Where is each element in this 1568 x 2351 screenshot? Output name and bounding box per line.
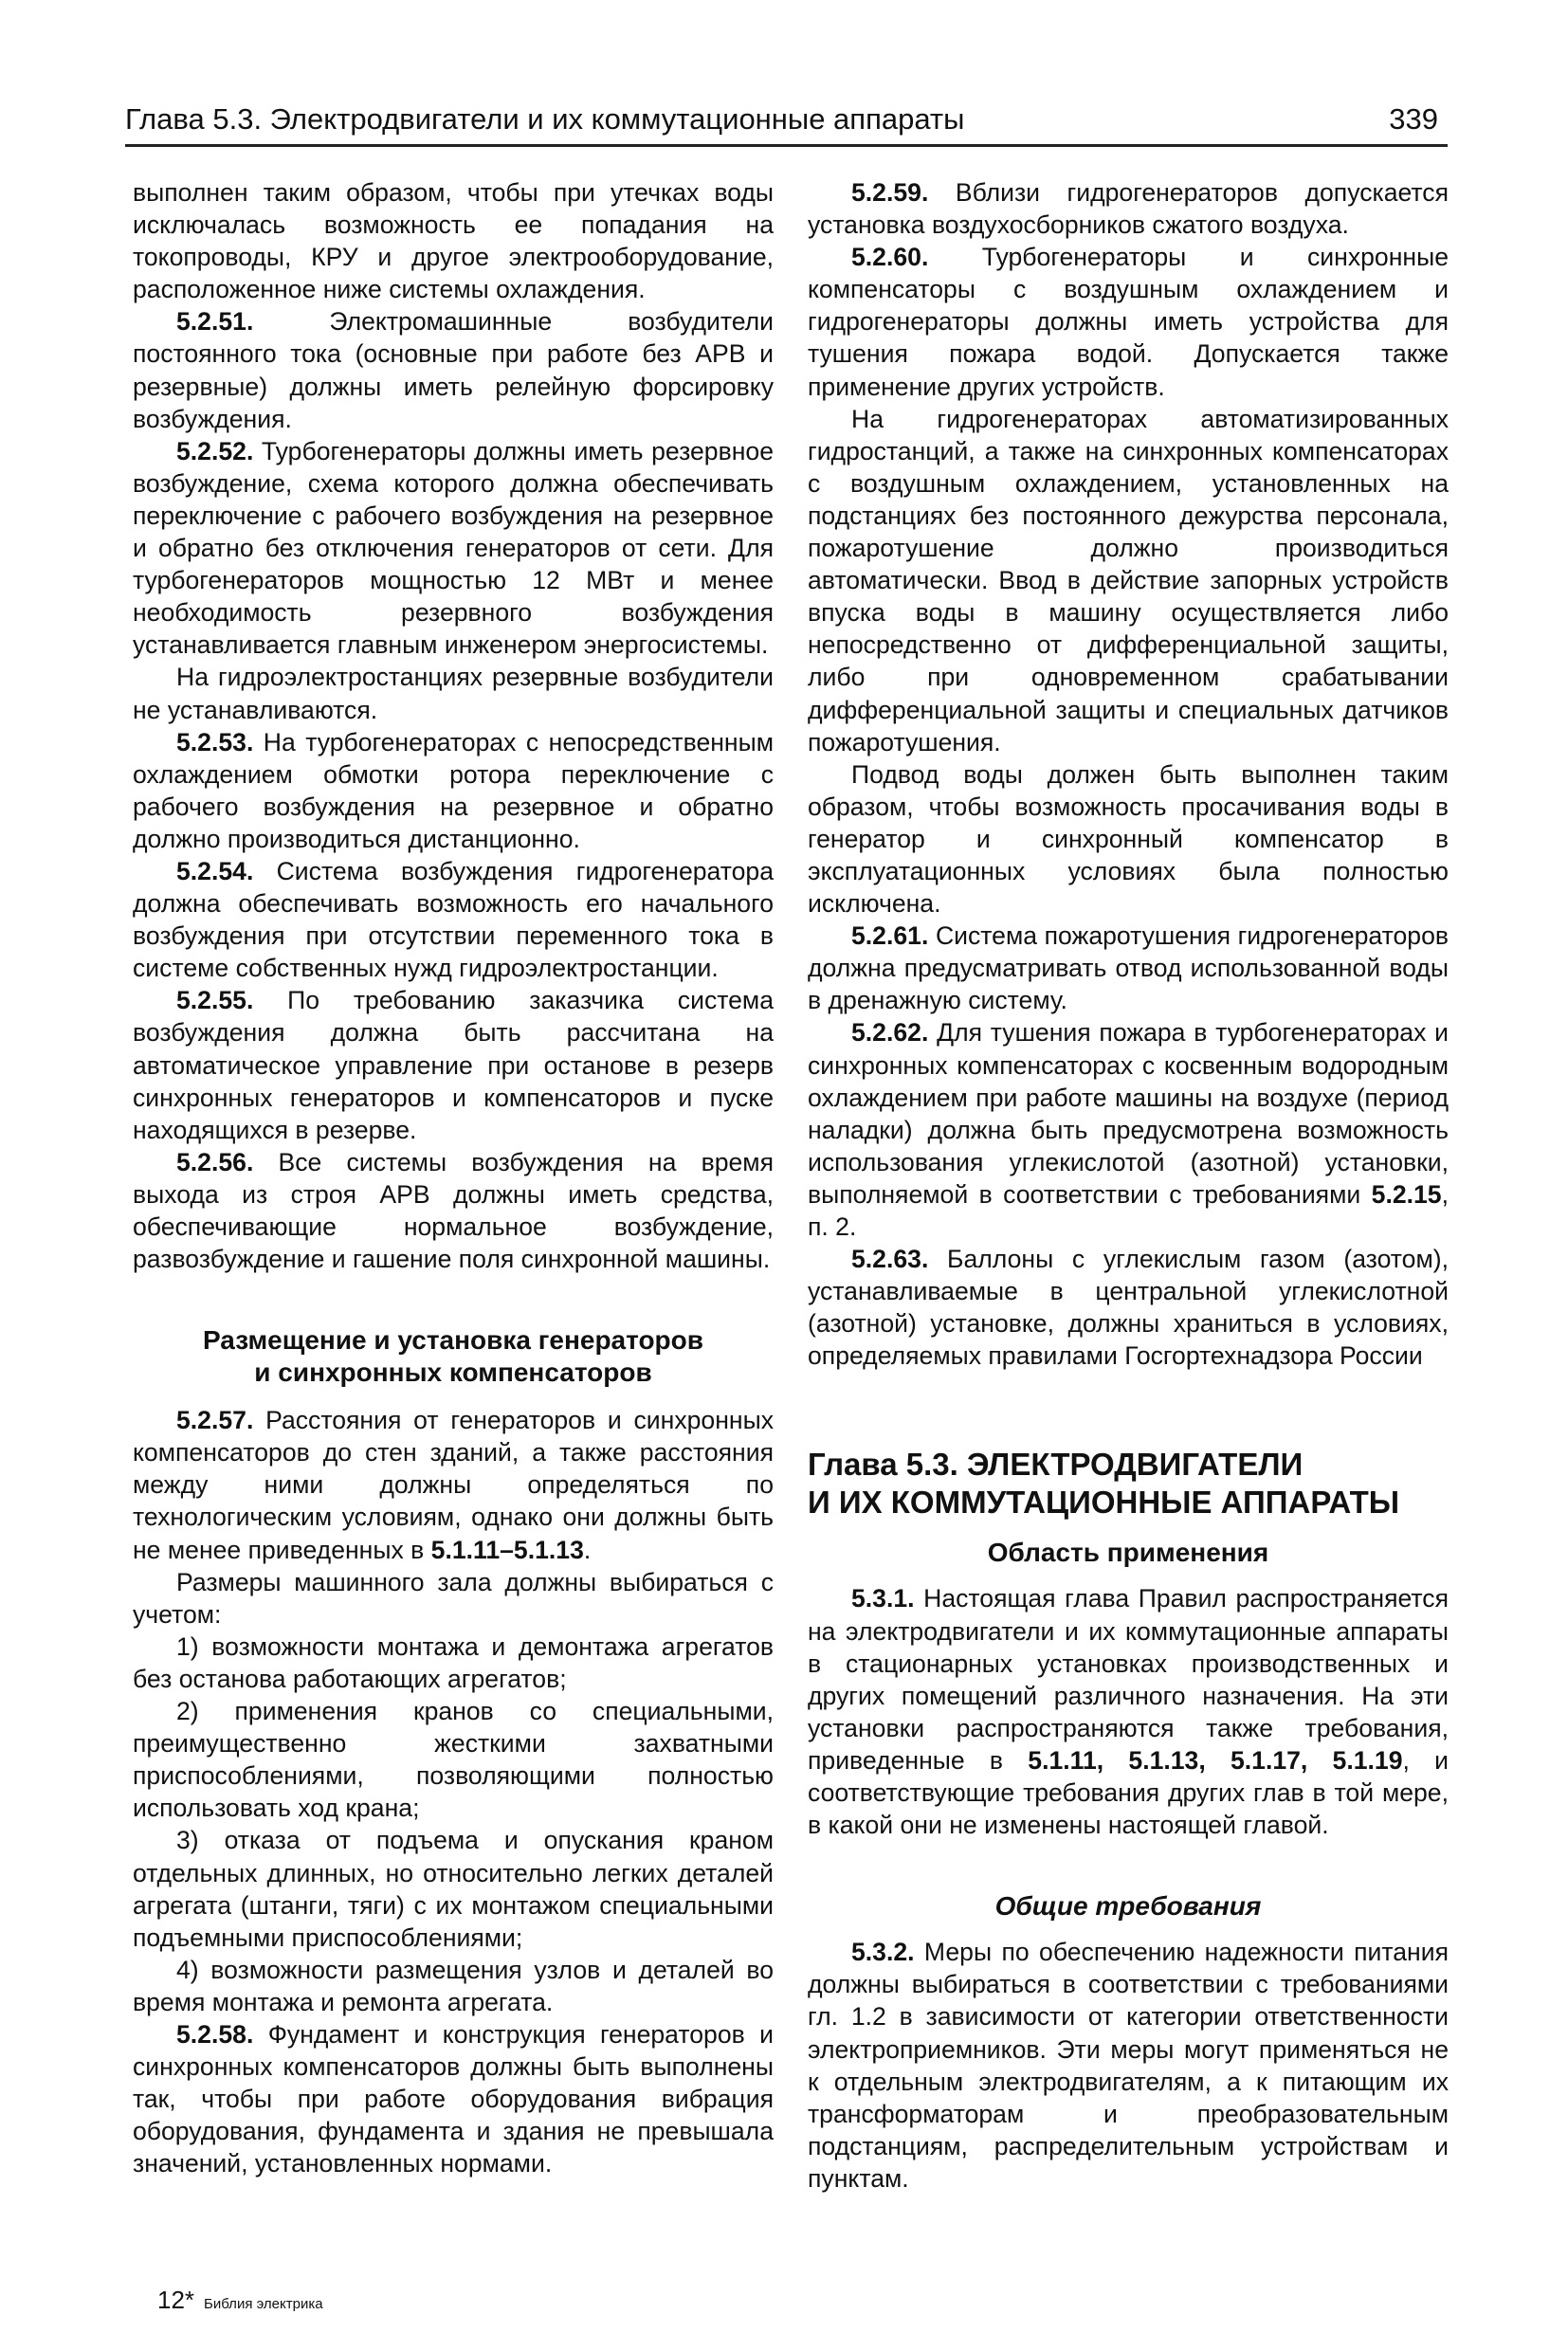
paragraph-5-2-52: 5.2.52. Турбогенераторы должны иметь резервное возбуждение, схема которого должна обеспечивать переключение с рабочего возбуждения на резервное и обратно без отключения генераторов от сети. Для турбогенераторов мощностью 12 МВт и менее необходимость резервного возбуждения устанавливается главным инженером энергосистемы. [133, 436, 774, 660]
paragraph-5-2-60: 5.2.60. Турбогенераторы и синхронные компенсаторы с воздушным охлаждением и гидрогенераторы должны иметь устройства для тушения пожара водой. Допускается также применение других устройств. [808, 243, 1449, 401]
page-number: 339 [1389, 102, 1438, 136]
paragraph-5-2-58: 5.2.58. Фундамент и конструкция генераторов и синхронных компенсаторов должны быть выполнены так, чтобы при работе оборудования вибрация оборудования, фундамента и здания не превышала значений, установленных нормами. [133, 2019, 774, 2178]
running-header [125, 100, 1448, 147]
paragraph-5-3-1: 5.3.1. Настоящая глава Правил распространяется на электродвигатели и их коммутационные аппараты в стационарных установках производственных и других помещений различного назначения. На эти установки распространяются также требования, приведенные в 5.1.11, 5.1.13, 5.1.17, 5.1.19, и соответствующие требования других глав в той мере, в какой они не изменены настоящей главой. [808, 1584, 1449, 1840]
signature-mark: 12* [157, 2286, 195, 2314]
paragraph-5-3-2: 5.3.2. Меры по обеспечению надежности питания должны выбираться в соответствии с требованиями гл. 1.2 в зависимости от категории ответственности электроприемников. Эти меры могут применяться не к отдельным электродвигателям, а к питающим их трансформаторам и преобразовательным подстанциям, распределительным устройствам и пунктам. [808, 1938, 1449, 2193]
paragraph-5-2-61: 5.2.61. Система пожаротушения гидрогенераторов должна предусматривать отвод использованной воды в дренажную систему. [808, 921, 1449, 1015]
paragraph: Размеры машинного зала должны выбираться с учетом: [133, 1567, 774, 1629]
right-column [808, 176, 1449, 2195]
book-imprint: Библия электрика [204, 2296, 323, 2312]
chapter-heading: Глава 5.3. ЭЛЕКТРОДВИГАТЕЛИ И ИХ КОММУТАЦИОННЫЕ АППАРАТЫ [808, 1447, 1400, 1521]
section-heading-scope: Область применения [987, 1538, 1269, 1568]
paragraph-5-2-56: 5.2.56. Все системы возбуждения на время выхода из строя АРВ должны иметь средства, обеспечивающие нормальное возбуждение, развозбуждение и гашение поля синхронной машины. [133, 1147, 774, 1274]
paragraph-5-2-59: 5.2.59. Вблизи гидрогенераторов допускается установка воздухосборников сжатого воздуха. [808, 178, 1449, 240]
paragraph-5-2-57: 5.2.57. Расстояния от генераторов и синхронных компенсаторов до стен зданий, а также расстояния между ними должны определяться по технологическим условиям, однако они должны быть не менее приведенных в 5.1.11–5.1.13. [133, 1406, 774, 1564]
list-item: 3) отказа от подъема и опускания краном отдельных длинных, но относительно легких деталей агрегата (штанги, тяги) с их монтажом специальными подъемными приспособлениями; [133, 1826, 774, 1952]
list-item: 1) возможности монтажа и демонтажа агрегатов без останова работающих агрегатов; [133, 1631, 774, 1693]
paragraph: Подвод воды должен быть выполнен таким образом, чтобы возможность просачивания воды в генератор и синхронный компенсатор в эксплуатационных условиях была полностью исключена. [808, 759, 1449, 919]
paragraph-5-2-63: 5.2.63. Баллоны с углекислым газом (азотом), устанавливаемые в центральной углекислотной (азотной) установке, должны храниться в условиях, определяемых правилами Госгортехнадзора России [808, 1245, 1449, 1371]
paragraph: выполнен таким образом, чтобы при утечках воды исключалась возможность ее попадания на токопроводы, КРУ и другое электрооборудование, расположенное ниже системы охлаждения. [133, 178, 774, 304]
paragraph-5-2-53: 5.2.53. На турбогенераторах с непосредственным охлаждением обмотки ротора переключение с рабочего возбуждения на резервное и обратно должно производиться дистанционно. [133, 727, 774, 853]
left-column [133, 176, 774, 2179]
paragraph: На гидрогенераторах автоматизированных гидростанций, а также на синхронных компенсаторах с воздушным охлаждением, установленных на подстанциях без постоянного дежурства персонала, пожаротушение должно производиться автоматически. Ввод в действие запорных устройств впуска воды в машину осуществляется либо непосредственно от дифференциальной защиты, либо при одновременном срабатывании дифференциальной защиты и специальных датчиков пожаротушения. [808, 404, 1449, 756]
section-heading-general: Общие требования [994, 1891, 1262, 1922]
paragraph: На гидроэлектростанциях резервные возбудители не устанавливаются. [133, 663, 774, 724]
section-heading-placement: Размещение и установка генераторов и синхронных компенсаторов [203, 1325, 703, 1388]
paragraph-5-2-62: 5.2.62. Для тушения пожара в турбогенераторах и синхронных компенсаторах с косвенным водородным охлаждением при работе машины на воздухе (период наладки) должна быть предусмотрена возможность использования углекислотой (азотной) установки, выполняемой в соответствии с требованиями 5.2.15, п. 2. [808, 1018, 1449, 1241]
paragraph-5-2-55: 5.2.55. По требованию заказчика система возбуждения должна быть рассчитана на автоматическое управление при останове в резерв синхронных генераторов и компенсаторов и пуске находящихся в резерве. [133, 986, 774, 1144]
footer [157, 2285, 323, 2320]
running-header-title: Глава 5.3. Электродвигатели и их коммутационные аппараты [125, 102, 965, 136]
list-item: 4) возможности размещения узлов и деталей во время монтажа и ремонта агрегата. [133, 1955, 774, 2016]
list-item: 2) применения кранов со специальными, преимущественно жесткими захватными приспособлениями, позволяющими полностью использовать ход крана; [133, 1697, 774, 1823]
paragraph-5-2-54: 5.2.54. Система возбуждения гидрогенератора должна обеспечивать возможность его начального возбуждения при отсутствии переменного тока в системе собственных нужд гидроэлектростанции. [133, 856, 774, 983]
paragraph-5-2-51: 5.2.51. Электромашинные возбудители постоянного тока (основные при работе без АРВ и резервные) должны иметь релейную форсировку возбуждения. [133, 307, 774, 433]
